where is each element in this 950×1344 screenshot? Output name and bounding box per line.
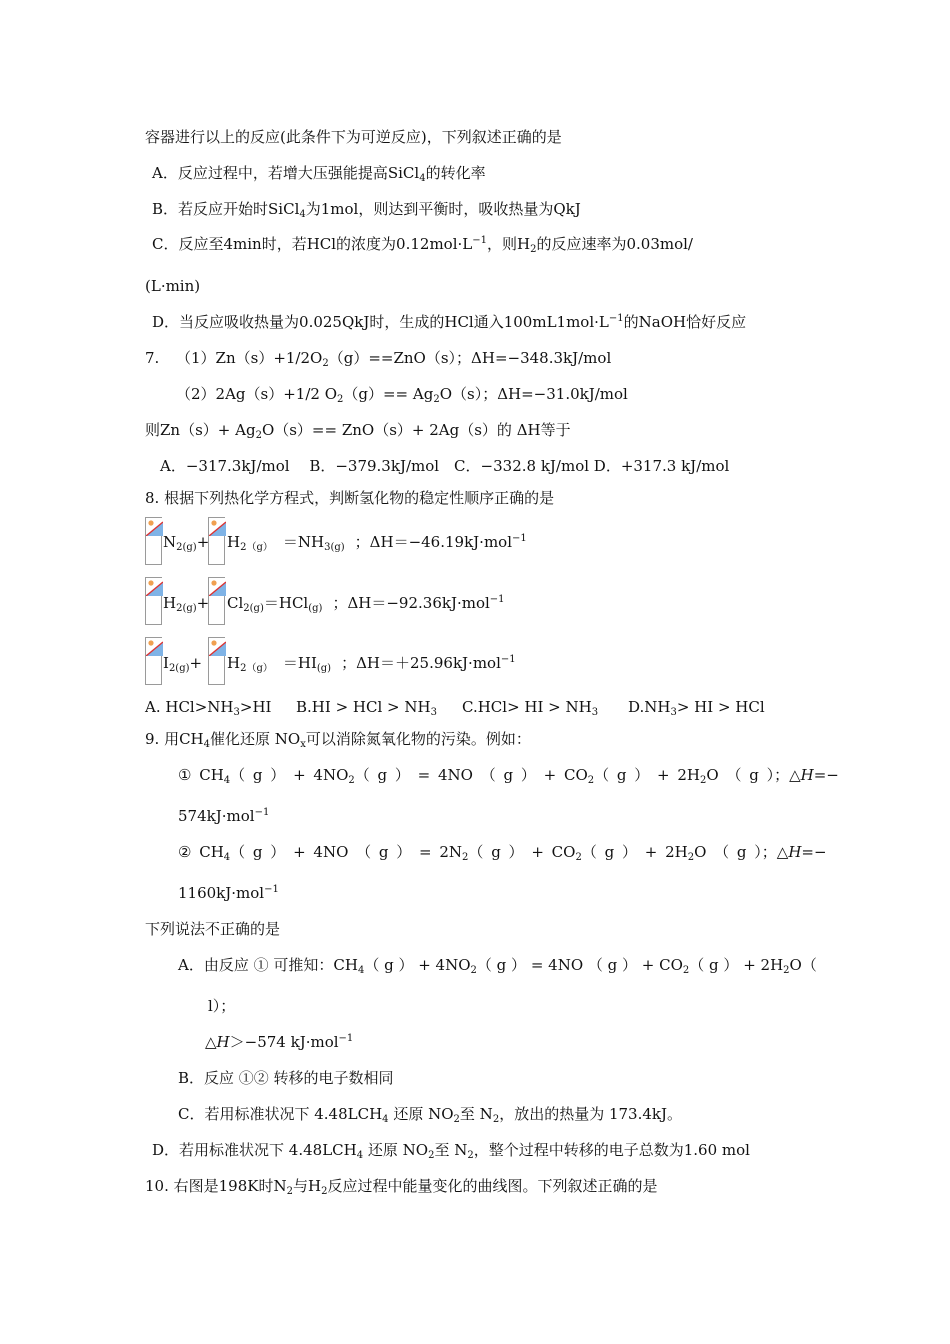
option-c: C．反应至4min时，若HCl的浓度为$0.12mol\cdot L^{-1}$，则$H_2$的反应速率为0.03mol/ bbox=[152, 235, 693, 255]
question-9-option-a-dh: △H＞−574 kJ·mol$^{-1}$ bbox=[205, 1033, 354, 1051]
question-9-option-b: B．反应 ①② 转移的电子数相同 bbox=[178, 1069, 394, 1087]
question-7-ask: 则$Zn(s)+ Ag_2O(s)== ZnO(s)+ 2Ag(s)$的 ΔH等于 bbox=[145, 421, 571, 441]
broken-image-icon bbox=[145, 577, 162, 625]
broken-image-icon bbox=[145, 637, 162, 685]
option-c-cont: (L·min) bbox=[145, 277, 201, 295]
question-7-eq2: （2）2Ag（s）+1/2 $O_2(g)== Ag_2O(s)$；ΔH=−31.0kJ/mol bbox=[176, 385, 628, 405]
question-8-eq2-rhs: $Cl_{2(g)}=HCl_{(g)}$ ；ΔH＝−92.36kJ·mol$^{-1}$ bbox=[227, 594, 505, 614]
question-7-number: 7. bbox=[145, 349, 160, 367]
question-10: 10. 右图是198K时$N_2$与$H_2$反应过程中能量变化的曲线图。下列叙述正确的是 bbox=[145, 1177, 658, 1197]
question-8-option-a: A. $HCl>NH_3>HI$ bbox=[145, 698, 272, 718]
option-d: D．当反应吸收热量为0.025QkJ时，生成的HCl通入$100mL1mol\cdot L^{-1}$的NaOH恰好反应 bbox=[152, 313, 747, 331]
question-9-option-d: D．若用标准状况下 $4.48LCH_4$ 还原 $NO_2$至 $N_2$，整个过程中转移的电子总数为1.60 mol bbox=[152, 1141, 750, 1161]
question-8-option-c: C.HCl> HI > $NH_3$ bbox=[462, 698, 599, 718]
text-line: 容器进行以上的反应(此条件下为可逆反应)，下列叙述正确的是 bbox=[145, 128, 562, 146]
question-9-reaction-2-value: 1160kJ·mol$^{-1}$ bbox=[178, 884, 279, 902]
question-8-option-b: B.HI > HCl > $NH_3$ bbox=[296, 698, 437, 718]
question-9-ask: 下列说法不正确的是 bbox=[145, 920, 281, 938]
question-7-options: A．−317.3kJ/mol B．−379.3kJ/mol C．−332.8 kJ/mol D．+317.3 kJ/mol bbox=[160, 457, 730, 475]
broken-image-icon bbox=[145, 517, 162, 565]
question-8-eq3-rhs: $H_{2(g)} =HI_{(g)}$ ；ΔH＝＋25.96kJ·mol$^{-1}$ bbox=[227, 654, 516, 674]
question-9-reaction-1-value: 574kJ·mol$^{-1}$ bbox=[178, 807, 270, 825]
question-9-option-a: A．由反应 ① 可推知：$CH_4$（ g ） + $4NO_2$（ g ） = 4NO （ g ） + $CO_2$（ g ） + $2H_2O$（ bbox=[178, 956, 817, 976]
question-8-eq1-rhs: $H_{2(g)} =NH_{3(g)}$ ；ΔH＝−46.19kJ·mol$^{-1}$ bbox=[227, 533, 527, 553]
question-9-option-a-cont: l）； bbox=[208, 997, 236, 1015]
question-8-eq1: $N_{2(g)}+$ bbox=[163, 533, 210, 553]
option-a: A．反应过程中，若增大压强能提高SiCl$_4$的转化率 bbox=[152, 164, 486, 184]
broken-image-icon bbox=[208, 637, 225, 685]
question-8-option-d: $D.NH_3>$ HI > HCl bbox=[628, 698, 765, 718]
option-b: B．若反应开始时SiCl$_4$为1mol，则达到平衡时，吸收热量为QkJ bbox=[152, 200, 581, 220]
question-8-eq3: $I_{2(g)}+$ bbox=[163, 654, 203, 674]
question-9-reaction-1: ① $CH_4$（ g ） + $4NO_2$（ g ） = 4NO （ g ） + $CO_2$（ g ） + $2H_2O$ （ g ）；△H=− bbox=[178, 766, 839, 786]
broken-image-icon bbox=[208, 517, 225, 565]
question-9-reaction-2: ② $CH_4$（ g ） + 4NO （ g ） = $2N_2$（ g ） + $CO_2$（ g ） + $2H_2O$ （ g ）；△H=− bbox=[178, 843, 827, 863]
question-8: 8. 根据下列热化学方程式，判断氢化物的稳定性顺序正确的是 bbox=[145, 489, 555, 507]
broken-image-icon bbox=[208, 577, 225, 625]
question-7-eq1: $(1)Zn(s)+1/2O_2(g)==ZnO(s)$；ΔH=−348.3kJ/mol bbox=[176, 349, 612, 369]
question-9: 9. 用$CH_4$催化还原 $NO_x$可以消除氮氧化物的污染。例如： bbox=[145, 730, 531, 750]
question-9-option-c: C．若用标准状况下 $4.48LCH_4$ 还原 $NO_2$至 $N_2$，放出的热量为 173.4kJ。 bbox=[178, 1105, 683, 1125]
question-8-eq2: $H_{2(g)}+$ bbox=[163, 594, 210, 614]
